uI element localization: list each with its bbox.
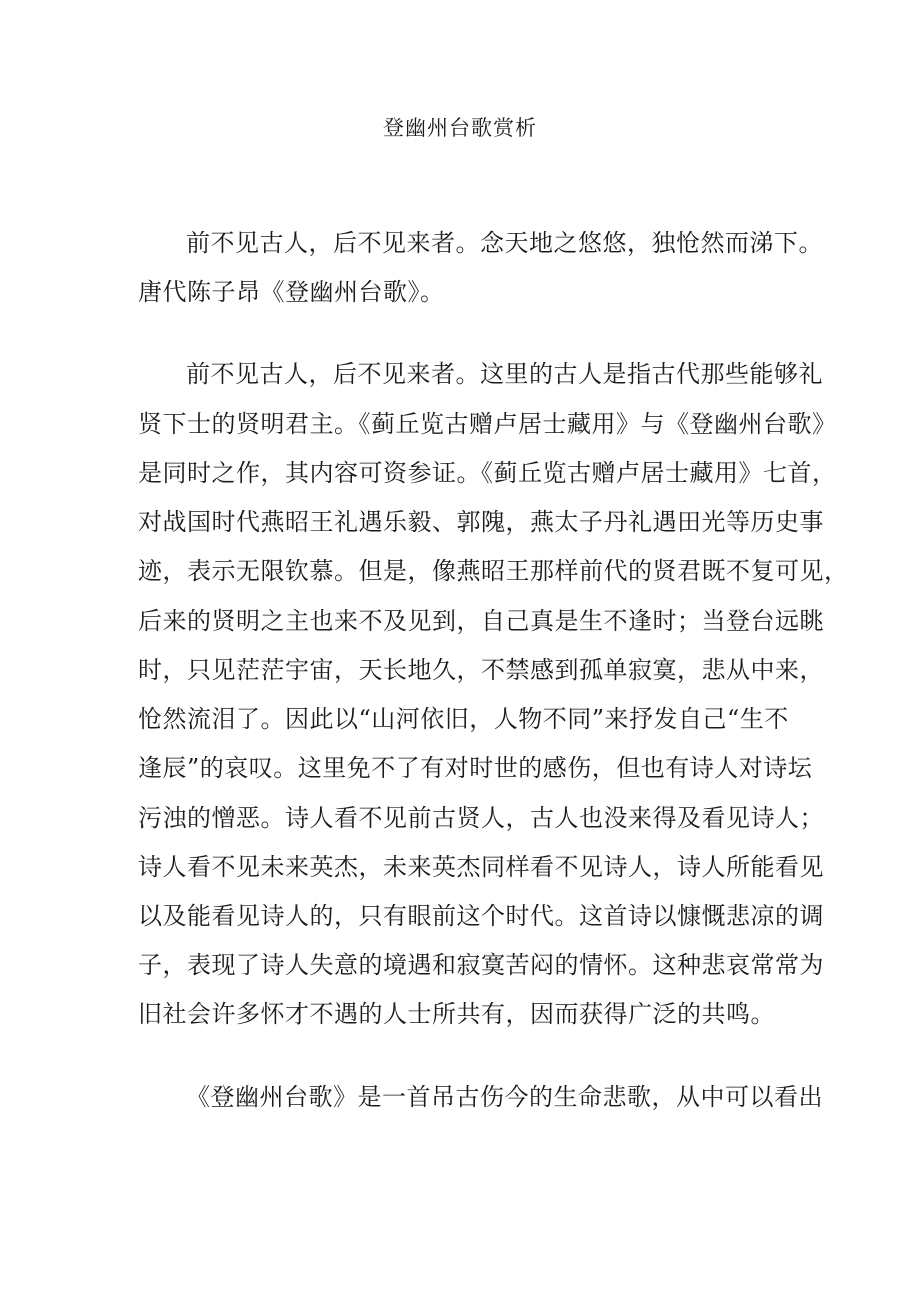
paragraph-line: 后来的贤明之主也来不及见到，自己真是生不逢时；当登台远眺 bbox=[138, 607, 824, 635]
paragraph-line: 对战国时代燕昭王礼遇乐毅、郭隗，燕太子丹礼遇田光等历史事 bbox=[138, 508, 824, 536]
paragraph-line: 贤下士的贤明君主。《蓟丘览古赠卢居士藏用》与《登幽州台歌》 bbox=[138, 410, 837, 438]
paragraph-line: 时，只见茫茫宇宙，天长地久，不禁感到孤单寂寞，悲从中来， bbox=[138, 656, 824, 684]
paragraph-line: 怆然流泪了。因此以“山河依旧，人物不同”来抒发自己“生不 bbox=[138, 705, 789, 733]
paragraph-line: 以及能看见诗人的，只有眼前这个时代。这首诗以慷慨悲凉的调 bbox=[138, 902, 824, 930]
paragraph-line: 旧社会许多怀才不遇的人士所共有，因而获得广泛的共鸣。 bbox=[138, 1000, 775, 1028]
paragraph-line: 迹，表示无限钦慕。但是，像燕昭王那样前代的贤君既不复可见， bbox=[138, 557, 849, 585]
paragraph-line: 前不见古人，后不见来者。这里的古人是指古代那些能够礼 bbox=[186, 360, 823, 388]
paragraph-line: 《登幽州台歌》是一首吊古伤今的生命悲歌，从中可以看出 bbox=[186, 1083, 823, 1111]
paragraph-line: 诗人看不见未来英杰，未来英杰同样看不见诗人，诗人所能看见 bbox=[138, 853, 824, 881]
paragraph-line: 唐代陈子昂《登幽州台歌》。 bbox=[138, 278, 445, 306]
paragraph-line: 污浊的憎恶。诗人看不见前古贤人，古人也没来得及看见诗人； bbox=[138, 804, 824, 832]
paragraph-line: 前不见古人，后不见来者。念天地之悠悠，独怆然而涕下。 bbox=[186, 229, 823, 257]
paragraph-line: 子，表现了诗人失意的境遇和寂寞苦闷的情怀。这种悲哀常常为 bbox=[138, 951, 824, 979]
paragraph-line: 是同时之作，其内容可资参证。《蓟丘览古赠卢居士藏用》七首， bbox=[138, 459, 837, 487]
document-title: 登幽州台歌赏析 bbox=[383, 116, 537, 140]
paragraph-line: 逢辰”的哀叹。这里免不了有对时世的感伤，但也有诗人对诗坛 bbox=[138, 754, 813, 782]
